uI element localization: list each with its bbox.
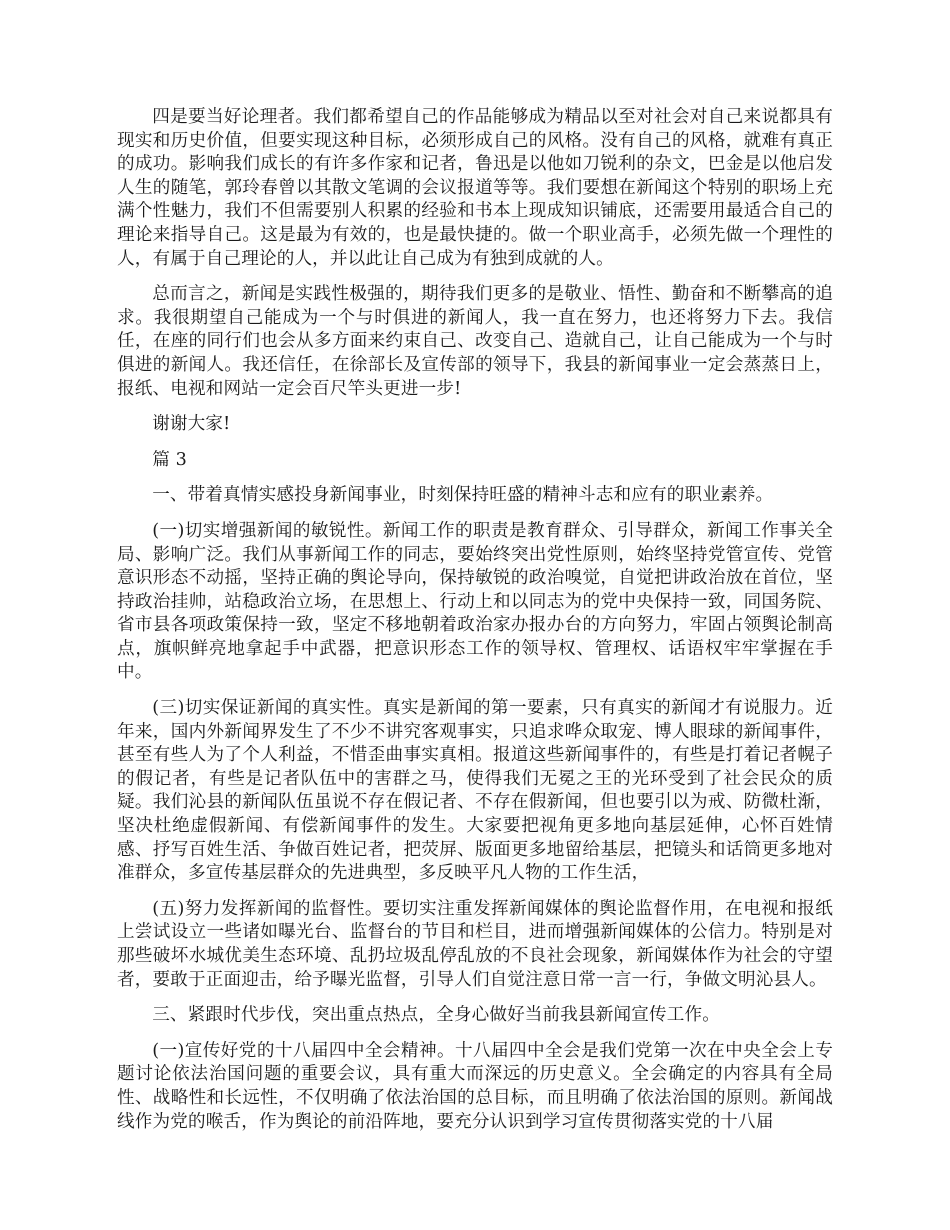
paragraph-authenticity: (三)切实保证新闻的真实性。真实是新闻的第一要素，只有真实的新闻才有说服力。近年来，国内外新闻界发生了不少不讲究客观事实，只追求哗众取宠、博人眼球的新闻事件，甚至有些人为了个人利益，不惜歪曲事实真相。报道这些新闻事件的，有些是打着记者幌子的假记者，有些是记者队伍中的害群之马，使得我们无冕之王的光环受到了社会民众的质疑。我们沁县的新闻队伍虽说不存在假记者、不存在假新闻，但也要引以为戒、防微杜渐，坚决杜绝虚假新闻、有偿新闻事件的发生。大家要把视角更多地向基层延伸，心怀百姓情感、抒写百姓生活、争做百姓记者，把荧屏、版面更多地留给基层，把镜头和话筒更多地对准群众，多宣传基层群众的先进典型，多反映平凡人物的工作生活， [117, 698, 833, 884]
heading-section-one: 一、带着真情实感投身新闻事业，时刻保持旺盛的精神斗志和应有的职业素养。 [152, 485, 774, 506]
heading-section-three: 三、紧跟时代步伐，突出重点热点，全身心做好当前我县新闻宣传工作。 [152, 1005, 720, 1026]
paragraph-thanks: 谢谢大家! [152, 414, 231, 435]
paragraph-supervision: (五)努力发挥新闻的监督性。要切实注重发挥新闻媒体的舆论监督作用，在电视和报纸上尝试设立一些诸如曝光台、监督台的节目和栏目，进而增强新闻媒体的公信力。特别是对那些破坏水城优美生态环境、乱扔垃圾乱停乱放的不良社会现象，新闻媒体作为社会的守望者，要敢于正面迎击，给予曝光监督，引导人们自觉注意日常一言一行，争做文明沁县人。 [117, 898, 833, 990]
document-page [117, 106, 833, 1146]
paragraph-conclusion: 总而言之，新闻是实践性极强的，期待我们更多的是敬业、悟性、勤奋和不断攀高的追求。我很期望自己能成为一个与时俱进的新闻人，我一直在努力，也还将努力下去。我信任，在座的同行们也会从多方面来约束自己、改变自己、造就自己，让自己能成为一个与时俱进的新闻人。我还信任，在徐部长及宣传部的领导下，我县的新闻事业一定会蒸蒸日上，报纸、电视和网站一定会百尺竿头更进一步! [117, 284, 833, 399]
paragraph-plenum: (一)宣传好党的十八届四中全会精神。十八届四中全会是我们党第一次在中央全会上专题讨论依法治国问题的重要会议，具有重大而深远的历史意义。全会确定的内容具有全局性、战略性和长远性，不仅明确了依法治国的总目标，而且明确了依法治国的原则。新闻战线作为党的喉舌，作为舆论的前沿阵地，要充分认识到学习宣传贯彻落实党的十八届 [117, 1040, 833, 1132]
paragraph-theorist: 四是要当好论理者。我们都希望自己的作品能够成为精品以至对社会对自己来说都具有现实和历史价值，但要实现这种目标，必须形成自己的风格。没有自己的风格，就难有真正的成功。影响我们成长的有许多作家和记者，鲁迅是以他如刀锐利的杂文，巴金是以他启发人生的随笔，郭玲春曾以其散文笔调的会议报道等等。我们要想在新闻这个特别的职场上充满个性魅力，我们不但需要别人积累的经验和书本上现成知识铺底，还需要用最适合自己的理论来指导自己。这是最为有效的，也是最快捷的。做一个职业高手，必须先做一个理性的人，有属于自己理论的人，并以此让自己成为有独到成就的人。 [117, 107, 833, 269]
paragraph-sensitivity: (一)切实增强新闻的敏锐性。新闻工作的职责是教育群众、引导群众，新闻工作事关全局、影响广泛。我们从事新闻工作的同志，要始终突出党性原则，始终坚持党管宣传、党管意识形态不动摇，坚持正确的舆论导向，保持敏锐的政治嗅觉，自觉把讲政治放在首位，坚持政治挂帅，站稳政治立场，在思想上、行动上和以同志为的党中央保持一致，同国务院、省市县各项政策保持一致，坚定不移地朝着政治家办报办台的方向努力，牢固占领舆论制高点，旗帜鲜亮地拿起手中武器，把意识形态工作的领导权、管理权、话语权牢牢掌握在手中。 [117, 520, 833, 683]
section-heading-part3: 篇 3 [152, 449, 188, 470]
